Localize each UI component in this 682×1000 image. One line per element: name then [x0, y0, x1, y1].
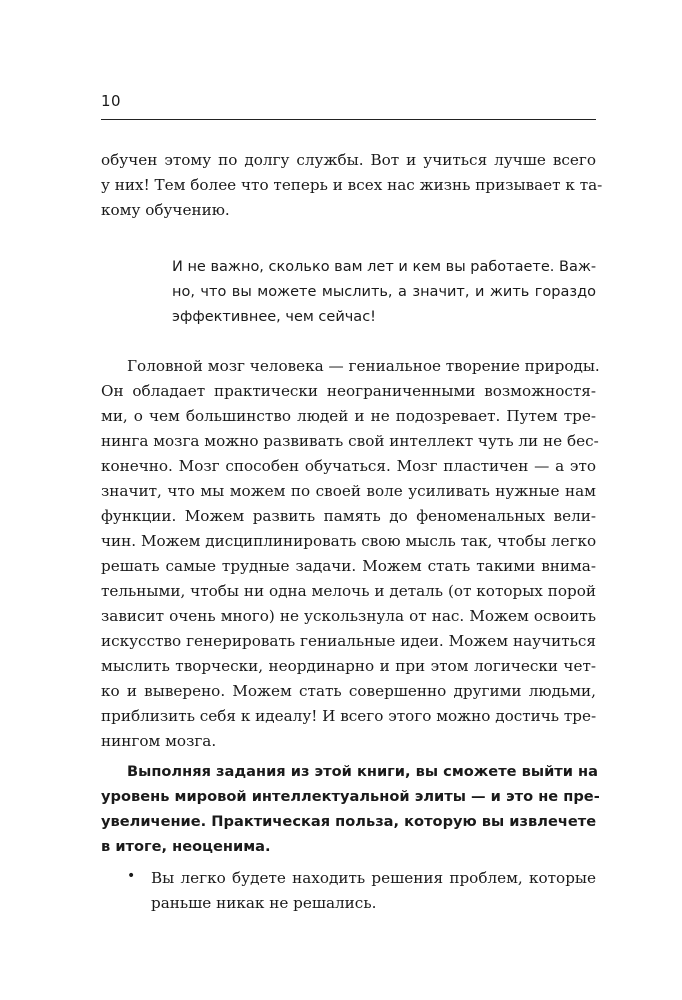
- paragraph-line: тельными, чтобы ни одна мелочь и деталь (от которых порой: [101, 582, 596, 600]
- bold-paragraph-line: Выполняя задания из этой книги, вы сможете выйти на: [127, 763, 598, 780]
- bullet-line: Вы легко будете находить решения проблем, которые: [151, 869, 596, 887]
- paragraph-line: ми, о чем большинство людей и не подозревает. Путем тре-: [101, 407, 596, 425]
- bullet-marker: •: [127, 868, 136, 884]
- bullet-line: раньше никак не решались.: [151, 894, 377, 912]
- paragraph-line: решать самые трудные задачи. Можем стать такими внима-: [101, 557, 596, 575]
- paragraph-line: зависит очень много) не ускользнула от нас. Можем освоить: [101, 607, 596, 625]
- paragraph-line: кому обучению.: [101, 201, 230, 219]
- paragraph-line: приблизить себя к идеалу! И всего этого можно достичь тре-: [101, 707, 597, 725]
- quote-line: эффективнее, чем сейчас!: [172, 309, 376, 325]
- paragraph-line: обучен этому по долгу службы. Вот и учиться лучше всего: [101, 151, 596, 169]
- quote-line: но, что вы можете мыслить, а значит, и жить гораздо: [172, 284, 596, 300]
- paragraph-line: конечно. Мозг способен обучаться. Мозг пластичен — а это: [101, 457, 596, 475]
- header-rule: [101, 119, 596, 120]
- page-number: 10: [101, 92, 122, 110]
- paragraph-line: нингом мозга.: [101, 732, 217, 750]
- quote-line: И не важно, сколько вам лет и кем вы работаете. Важ-: [172, 259, 597, 275]
- paragraph-line: мыслить творчески, неординарно и при этом логически чет-: [101, 657, 596, 675]
- paragraph-line: функции. Можем развить память до феноменальных вели-: [101, 507, 596, 525]
- paragraph-line: искусство генерировать гениальные идеи. Можем научиться: [101, 632, 596, 650]
- paragraph-line: чин. Можем дисциплинировать свою мысль так, чтобы легко: [101, 532, 597, 550]
- bold-paragraph-line: увеличение. Практическая польза, которую вы извлечете: [101, 813, 597, 830]
- paragraph-line: у них! Тем более что теперь и всех нас жизнь призывает к та-: [101, 176, 603, 194]
- bold-paragraph-line: в итоге, неоценима.: [101, 838, 271, 855]
- paragraph-line: нинга мозга можно развивать свой интеллект чуть ли не бес-: [101, 432, 599, 450]
- bold-paragraph-line: уровень мировой интеллектуальной элиты — и это не пре-: [101, 788, 600, 805]
- paragraph-line: ко и выверено. Можем стать совершенно другими людьми,: [101, 682, 596, 700]
- paragraph-line: значит, что мы можем по своей воле усиливать нужные нам: [101, 482, 596, 500]
- paragraph-line: Он обладает практически неограниченными возможностя-: [101, 382, 596, 400]
- paragraph-line: Головной мозг человека — гениальное творение природы.: [127, 357, 600, 375]
